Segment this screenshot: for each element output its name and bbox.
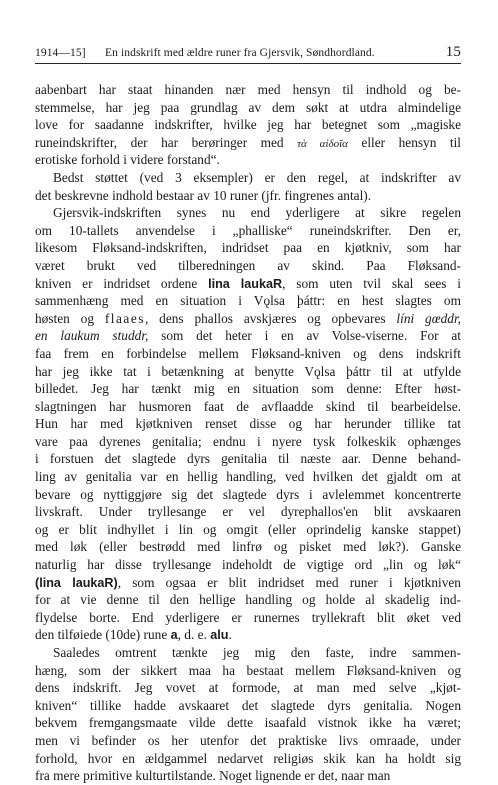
text-segment: . (228, 627, 232, 643)
text-line (35, 275, 461, 293)
text-line (35, 292, 461, 310)
text-segment: líni gœddr, (396, 310, 461, 326)
running-title: En indskrift med ældre runer fra Gjersvik, Søndhordland. (105, 47, 375, 59)
text-line (35, 521, 461, 539)
text-line (35, 257, 461, 275)
text-segment: høsten og (35, 310, 105, 326)
text-segment: , som ogsaa er blit indridset med runer i kjøtkniven (117, 574, 461, 590)
text-segment: slagtningen har husmoren faat de avflaadde skind til bearbeidelse. (35, 398, 461, 414)
text-segment: med løk (eller bestrødd med linfrø og pisket med løk?). Ganske (35, 539, 461, 555)
text-line (35, 450, 461, 468)
text-line (35, 750, 461, 768)
text-line (35, 767, 461, 785)
text-segment: kniven er indridset ordene (35, 275, 209, 291)
text-segment: billedet. Jeg har tænkt mig en situation som denne: Efter høst- (35, 381, 461, 397)
text-segment: Hun har med kjøtkniven renset disse og har herunder tillike tat (35, 416, 461, 432)
text-segment: alu (210, 628, 229, 643)
text-segment: eller hensyn til (347, 134, 461, 150)
text-segment: naturlig har disse tryllesange indeholdt de vigtige ord „lin og løk“ (35, 557, 461, 573)
text-segment: Bedst støttet (ved 3 eksempler) er den regel, at indskrifter av (53, 169, 461, 185)
text-line (35, 134, 461, 152)
text-segment: τὰ αἰδοῖα (297, 137, 348, 150)
text-segment: en laukum studdr, (35, 328, 149, 344)
text-segment: som det heter i en av Volse-viserne. For at (148, 328, 462, 344)
text-segment: (lina laukaR) (35, 575, 118, 590)
text-line (35, 222, 461, 240)
text-line (35, 574, 461, 592)
volume-reference: 1914—15] (35, 47, 86, 59)
text-segment: Saaledes omtrent tænkte jeg mig den faste, indre sammen- (53, 645, 461, 660)
text-line (35, 503, 461, 521)
text-line (35, 591, 461, 609)
header-rule (35, 63, 461, 64)
text-segment: faa frem en forbindelse mellem Fløksand-kniven og dens indskrift (35, 345, 461, 361)
text-line (35, 169, 461, 187)
text-segment: Gjersvik-indskriften synes nu end yderligere at sikre regelen (53, 205, 461, 221)
text-segment: , dens phallos avskjæres og opbevares (144, 310, 397, 326)
text-segment: erotiske forhold i videre forstand“. (35, 152, 220, 168)
text-segment: har jeg ikke tat i betænkning at benytte Vǫlsa þáttr til at utfylde (35, 363, 461, 379)
text-line (35, 345, 461, 363)
text-line (35, 679, 461, 697)
text-line (35, 415, 461, 433)
text-segment: stemmelse, har jeg paa grundlag av dem søkt at utdra almindelige (35, 99, 461, 115)
text-line (35, 398, 461, 416)
text-line (35, 310, 461, 328)
text-segment: livskraft. Under tryllesange er vel dyrephallos'en blit avskaaren (35, 504, 461, 520)
text-segment: runeindskrifter, der har berøringer med (35, 134, 298, 150)
text-line (35, 468, 461, 486)
text-segment: a (170, 628, 178, 643)
text-line (35, 609, 461, 627)
text-segment: og er blit indhyllet i lin og omgit (eller oprindelig kanske stappet) (35, 521, 461, 537)
text-line (35, 556, 461, 574)
text-line (35, 662, 461, 680)
text-segment: bevare og nyttiggjøre sig det slagtede dyrs i avlelemmet koncentrerte (35, 486, 461, 502)
text-segment: i forstuen det slagtede dyrs genitalia til næste aar. Denne behand- (35, 451, 461, 467)
text-segment: , d. e. (177, 627, 211, 643)
text-line (35, 116, 461, 134)
text-segment: lina laukaR (208, 276, 283, 291)
text-segment: forhold, hvor en ældgammel nedarvet religiøs skik kan ha holdt sig (35, 750, 461, 766)
text-line (35, 151, 461, 169)
text-segment: for at vie denne til den hellige handling og holde al skadelig ind- (35, 592, 461, 608)
text-segment: vare paa dyrenes genitalia; endnu i nyere tysk folkeskik ophænges (35, 433, 461, 449)
text-segment: kniven“ tillike hadde avskaaret det slagtede dyrs genitalia. Nogen (35, 697, 461, 713)
text-line (35, 99, 461, 117)
text-segment: aabenbart har staat hinanden nær med hensyn til indhold og be- (35, 82, 461, 97)
text-line (35, 697, 461, 715)
text-line (35, 486, 461, 504)
text-line (35, 327, 461, 345)
text-segment: den tilføiede (10de) rune (35, 627, 171, 643)
text-line (35, 644, 461, 662)
text-line (35, 187, 461, 205)
text-segment: flydelse borte. End yderligere er runernes tryllekraft blit øket ved (35, 609, 461, 625)
text-segment: hæng, som der sikkert maa ha bestaat mellem Fløksand-kniven og (35, 662, 461, 678)
text-line (35, 732, 461, 750)
text-line (35, 363, 461, 381)
text-segment: været brukt ved tilberedningen av skind. Paa Fløksand- (35, 257, 461, 273)
text-segment: sammenhæng med en situation i Vǫlsa þáttr: en hest slagtes om (35, 293, 461, 309)
text-segment: bekvem fremgangsmaate vilde dette isaafald vistnok ikke ha været; (35, 715, 461, 731)
page-number: 15 (445, 44, 461, 60)
text-segment: likesom Fløksand-indskriften, indridset paa en kjøtkniv, som har (35, 240, 461, 256)
text-line (35, 626, 461, 644)
text-segment: det beskrevne indhold bestaar av 10 runer (jfr. fingrenes antal). (35, 187, 372, 203)
text-line (35, 380, 461, 398)
text-segment: fra mere primitive kulturtilstande. Noget lignende er det, naar man (35, 768, 391, 784)
text-line (35, 714, 461, 732)
text-segment: men vi befinder os her utenfor det praktiske livs omraade, under (35, 732, 461, 748)
running-header (35, 44, 461, 62)
text-segment: , som uten tvil skal sees i (282, 275, 461, 291)
text-line (35, 239, 461, 257)
text-line (35, 538, 461, 556)
text-segment: dens indskrift. Jeg vovet at formode, at man med selve „kjøt- (35, 680, 461, 696)
body-text (35, 81, 461, 785)
text-line (35, 433, 461, 451)
text-segment: flaaes (104, 310, 145, 326)
text-segment: ling av genitalia var en hellig handling, ved hvilken det gjaldt om at (35, 469, 461, 485)
text-line (35, 81, 461, 99)
text-segment: om 10-tallets anvendelse i „phalliske“ runeindskrifter. Den er, (35, 222, 461, 238)
text-line (35, 204, 461, 222)
text-segment: love for saadanne indskrifter, hvilke jeg har betegnet som „magiske (35, 117, 461, 133)
